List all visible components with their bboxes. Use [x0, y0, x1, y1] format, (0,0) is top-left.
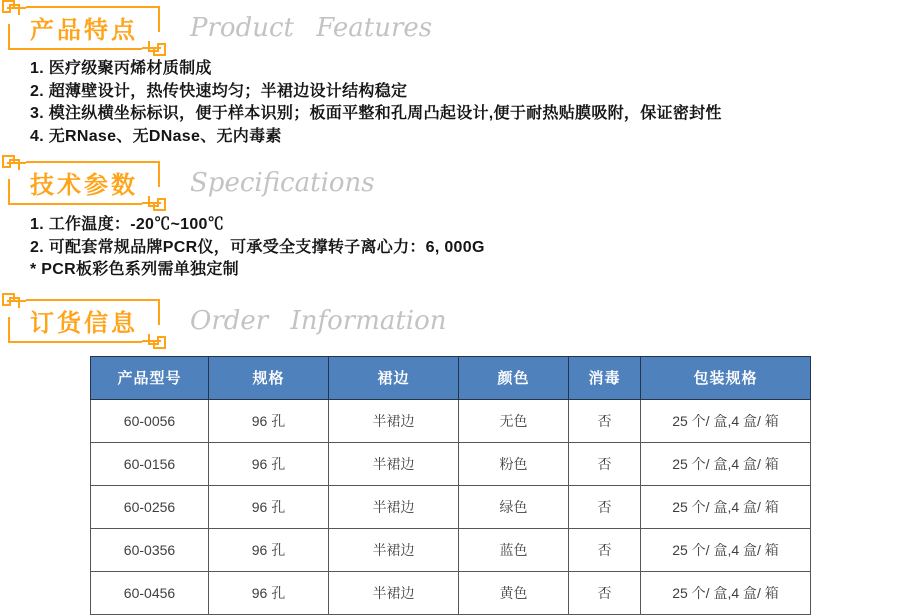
fret-ornament-icon — [142, 187, 168, 213]
table-row — [91, 571, 811, 614]
table-cell-packaging: 25 个/ 盒,4 盒/ 箱 — [641, 528, 811, 571]
table-cell-spec: 96 孔 — [209, 485, 329, 528]
title-box-order-information — [8, 299, 160, 343]
fret-ornament-icon — [0, 291, 26, 317]
table-row — [91, 442, 811, 485]
table-cell-spec: 96 孔 — [209, 442, 329, 485]
table-cell-model: 60-0256 — [91, 485, 209, 528]
section-title-en: Order Information — [190, 305, 447, 336]
table-cell-color: 绿色 — [459, 485, 569, 528]
order-info-table — [90, 356, 811, 615]
column-header-color: 颜色 — [459, 356, 569, 399]
feature-list — [30, 58, 900, 148]
table-cell-skirt: 半裙边 — [329, 442, 459, 485]
table-cell-skirt: 半裙边 — [329, 528, 459, 571]
section-header-order-information — [8, 299, 900, 343]
table-cell-sterile: 否 — [569, 485, 641, 528]
table-cell-sterile: 否 — [569, 528, 641, 571]
table-cell-model: 60-0156 — [91, 442, 209, 485]
feature-item: 4. 无RNase、无DNase、无内毒素 — [30, 127, 282, 145]
spec-item: 1. 工作温度：-20℃~100℃ — [30, 216, 225, 233]
table-cell-packaging: 25 个/ 盒,4 盒/ 箱 — [641, 485, 811, 528]
product-datasheet-page — [0, 6, 900, 601]
section-title-cn: 订货信息 — [30, 309, 138, 337]
table-cell-model: 60-0456 — [91, 571, 209, 614]
table-cell-model: 60-0356 — [91, 528, 209, 571]
feature-item: 3. 模注纵横坐标标识，便于样本识别；板面平整和孔周凸起设计,便于耐热贴膜吸附，保证密封性 — [30, 105, 722, 122]
section-title-cn: 产品特点 — [30, 17, 138, 44]
table-cell-packaging: 25 个/ 盒,4 盒/ 箱 — [641, 399, 811, 442]
section-header-product-features — [8, 6, 900, 50]
title-box-product-features — [8, 6, 160, 50]
column-header-model: 产品型号 — [91, 356, 209, 399]
fret-ornament-icon — [142, 32, 168, 58]
table-row — [91, 485, 811, 528]
table-cell-skirt: 半裙边 — [329, 485, 459, 528]
spec-item: * PCR板彩色系列需单独定制 — [30, 261, 239, 278]
column-header-spec: 规格 — [209, 356, 329, 399]
table-header-row — [91, 356, 811, 399]
table-cell-color: 蓝色 — [459, 528, 569, 571]
table-row — [91, 528, 811, 571]
feature-item: 1. 医疗级聚丙烯材质制成 — [30, 60, 212, 77]
fret-ornament-icon — [0, 0, 26, 24]
table-cell-skirt: 半裙边 — [329, 399, 459, 442]
fret-ornament-icon — [142, 325, 168, 351]
table-cell-sterile: 否 — [569, 442, 641, 485]
table-cell-skirt: 半裙边 — [329, 571, 459, 614]
table-cell-spec: 96 孔 — [209, 399, 329, 442]
table-cell-spec: 96 孔 — [209, 571, 329, 614]
section-title-cn: 技术参数 — [30, 172, 138, 199]
spec-item: 2. 可配套常规品牌PCR仪，可承受全支撑转子离心力：6, 000G — [30, 238, 485, 256]
table-cell-packaging: 25 个/ 盒,4 盒/ 箱 — [641, 442, 811, 485]
table-cell-color: 黄色 — [459, 571, 569, 614]
column-header-sterile: 消毒 — [569, 356, 641, 399]
table-cell-packaging: 25 个/ 盒,4 盒/ 箱 — [641, 571, 811, 614]
section-title-en: Product Features — [190, 13, 433, 43]
fret-ornament-icon — [0, 153, 26, 179]
title-box-specifications — [8, 161, 160, 205]
feature-item: 2. 超薄壁设计，热传快速均匀；半裙边设计结构稳定 — [30, 82, 408, 100]
table-cell-color: 粉色 — [459, 442, 569, 485]
section-title-en: Specifications — [190, 168, 375, 198]
table-row — [91, 399, 811, 442]
table-cell-sterile: 否 — [569, 571, 641, 614]
table-cell-model: 60-0056 — [91, 399, 209, 442]
table-cell-color: 无色 — [459, 399, 569, 442]
section-header-specifications — [8, 161, 900, 205]
table-cell-spec: 96 孔 — [209, 528, 329, 571]
column-header-packaging: 包装规格 — [641, 356, 811, 399]
spec-list — [30, 214, 900, 282]
table-cell-sterile: 否 — [569, 399, 641, 442]
column-header-skirt: 裙边 — [329, 356, 459, 399]
